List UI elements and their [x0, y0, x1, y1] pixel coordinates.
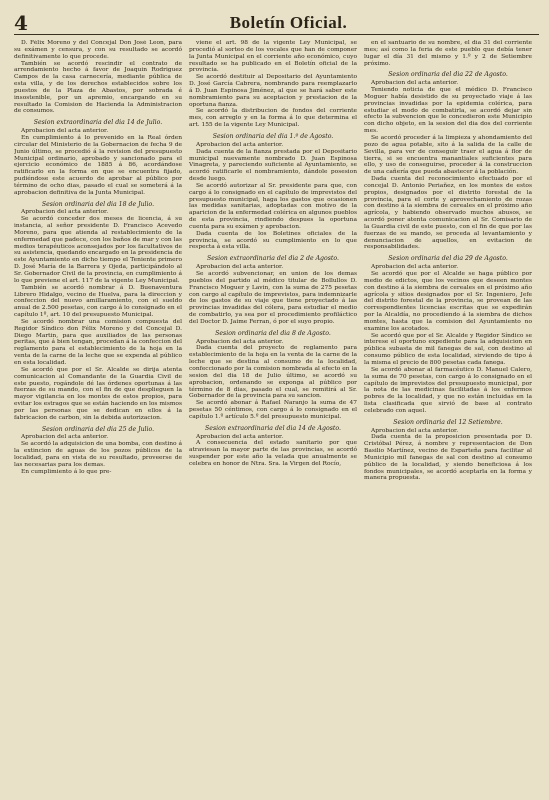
paragraph: D. Félix Moreno y del Concejal Don José Leon, para su exámen y censura, y con su resultado se acordó definitivamente lo que procede.	[14, 40, 182, 60]
page-header	[14, 8, 539, 35]
paragraph: Teniendo noticia de que el médico D. Francisco Moguer había desistido de su proyectado viaje á las provincias invadidas por la epidemia colérica, para estudiar el modo de combatirla, se acordó dejar sin efecto la subvencion que le concedieron este Municipio con dicho objeto, en la sesion del dia dos del corriente mes.	[364, 87, 532, 135]
paragraph: En cumplimiento á lo que pre-	[21, 468, 112, 475]
session-heading: Sesion ordinaria del dia 29 de Agosto.	[388, 255, 508, 263]
paragraph: Se acordó que por el Sr. Alcalde y Regidor Síndico se interese el oportuno expediente para la adquisicion en pública subasta de mil fanegas de sal, con destino al consumo público de esta localidad, sirviendo de tipo á la misma el precio de 800 pesetas cada fanega.	[364, 332, 532, 366]
paragraph: Se acordó que por el Sr. Alcalde se dirija atenta comunicacion al Comandante de la Guardia Civil de este puesto, rogándole dé las órdenes oportunas á las fuerzas de su mando, con el fin de que desplieguen la mayor vigilancia en los montes de estos propios, para evitar los estragos que se están haciendo en los mismos por las personas que se dedican en ellos á la fabricacion de carbon, sin la debida autorizacion.	[14, 366, 182, 421]
session-heading: Sesion ordinaria del dia 1.º de Agosto.	[212, 132, 334, 140]
session-heading: Sesion extraordinaria del dia 2 de Agosto.	[207, 255, 339, 263]
paragraph: Aprobacion del acta anterior.	[196, 433, 284, 440]
paragraph: Aprobacion del acta anterior.	[371, 264, 459, 271]
paragraph: Se acordó abonar á Rafael Naranjo la suma de 47 pesetas 50 céntimos, con cargo á lo consignado en el capítulo 1.º artículo 5.º del presupuesto municipal.	[189, 400, 357, 420]
paragraph: en el santuario de su nombre, el día 31 del corriente mes; así como la feria de este pueblo que debía tener lugar el día 31 del mismo y 1.º y 2 de Setiembre próximo.	[364, 40, 532, 67]
paragraph: También se acordó rescindir el contrato de arrendamiento hecho á favor de Joaquin Rodriguez Campos de la casa carnecería, mediante pública de esta villa, y de los derechos establecidos sobre los puestos de la Plaza de Abastos, por sobrada é insostenible, por un apremio, encargando en su resultado la Comision de Hacienda la Administracion de consumos.	[14, 60, 182, 115]
paragraph: Aprobacion del acta anterior.	[196, 338, 284, 345]
session-heading: Sesion ordinaria del dia 8 de Agosto.	[215, 329, 331, 337]
paragraph: Dada cuenta de la fianza prestada por el Depositario municipal nuevamente nombrado D. Juan Espinosa Vinagreta, y pareciendo suficiente al Ayuntamiento, se acordó ratificarle el nombramiento, dándole posesion desde luego.	[189, 148, 357, 183]
column-1	[14, 40, 182, 798]
paragraph: Aprobacion del acta anterior.	[371, 427, 459, 434]
paragraph: Se acordó nombrar una comision compuesta del Regidor Síndico don Félix Moreno y del Concejal D. Diego Martin, para que auxiliados de las personas peritas, que á bien tengan, procedan á la confeccion del reglamento para el establecimiento de la hoja en la venta de la carne de la leche que se expenda al público en esta localidad.	[14, 318, 182, 366]
paragraph: A consecuencia del estado sanitario por que atraviesan la mayor parte de las provincias, se acordó suspender por este año la velada que anualmente se celebra en honor de Ntra. Sra. la Virgen del Rocío,	[189, 440, 357, 467]
paragraph: Se acordó abonar al farmacéutico D. Manuel Calero, la suma de 70 pesetas, con cargo á lo consignado en el capítulo de imprevistos del presupuesto municipal, por la nota de las medicinas facilitadas á los enfermos pobres de la localidad, y que no están incluidas en la lista clasificada que sirvió de base al contrato celebrado con aquel.	[364, 366, 532, 414]
paragraph: Aprobacion del acta anterior.	[196, 264, 284, 271]
paragraph: También se acordó nombrar á D. Buenaventura Librero Hidalgo, vecino de Huelva, para la direccion y confeccion del nuevo amillaramiento, con el sueldo anual de 2.500 pesetas, con cargo á lo consignado en el capítulo 1º, art. 10 del presupuesto Municipal.	[14, 284, 182, 319]
paragraph: Se acordó proceder á la limpieza y ahondamiento del pozo de agua potable, sito á la salida de la calle de Sevilla, para ver de conseguir traer el agua á flor de tierra, si se encuentra manantiales suficientes para ello, y uso de conseguirse, proceder á la construccion de una cañería que pueda abastecer á la población.	[364, 134, 532, 176]
paragraph: En cumplimiento á lo prevenido en la Real órden circular del Ministerio de la Gobernacion de fecha 9 de Junio último, se procedió á la revision del presupuesto Municipal ordinario, aprobado y sancionado para el ejercicio económico de 1885 á 86, acordándose ratificarlo en la forma en que se encuentra fijado, pudiéndose este acuerdo de aprobar al público por término de ocho dias, pasado el cual se someterá á la aprobacion definitiva de la Junta Municipal.	[14, 134, 182, 196]
page-title: Boletín Oficial.	[229, 13, 348, 32]
paragraph: Se acordó que por el Alcalde se haga público por medio de edictos, que los vecinos que deseen montes con destino á la siembra de cereales en el próximo año agrícola y sitios designados por el Sr. Ingeniero, Jefe del distrito forestal de la provincia, se provean de las correspondientes licencias escritas que se expedirán por la Alcaldía, no procediendo á la siembra de dichos montes, hasta que la comision del Ayuntamiento no examine los acotados.	[364, 271, 532, 332]
session-heading: Sesion ordinaria del dia 18 de Julio.	[41, 200, 155, 208]
page-number: 4	[14, 11, 28, 35]
paragraph: Aprobacion del acta anterior.	[21, 434, 109, 441]
paragraph: Se acordó subvencionar, en union de los demas pueblos del partido al médico titular de Bollullos D. Francisco Moguer y Lavin, con la suma de 275 pesetas con cargo al capítulo de imprevistos, para indemnizarle de los gastos de su viaje que tiene proyectado á las provincias invadidas del cólera, para estudiar el medio de combatirlo, ya sea por el procedimiento profiláctico del Doctor D. Jaime Ferran, ó por el suyo propio.	[189, 271, 357, 325]
paragraph: Dada cuenta de los Boletines oficiales de la provincia, se acordó su cumplimiento en lo que respecta á esta villa.	[189, 230, 357, 251]
paragraph: Aprobacion del acta anterior.	[21, 128, 109, 135]
paragraph: Se acordó autorizar al Sr. presidente para que, con cargo á lo consignado en el capítulo de imprevistos del presupuesto municipal, haga los gastos que ocasionen las medidas sanitarias, adoptadas con motivo de la aparicion de la enfermedad colérica en algunos pueblos de esta provincia, rindiendo despues la oportuna cuenta para su exámen y aprobacion.	[189, 182, 357, 230]
paragraph: Dada cuenta del reconocimiento efectuado por el concejal D. Antonio Periañez, en los montes de estos propios, designados por el distrito forestal de la provincia, para el corte y aprovechamiento de rozas con destino á la siembra de cereales en el próximo año agrícola, y habiendo observado muchos abusos, se acordó poner atenta comunicacion al Sr. Comisario de la Guardia civil de este puesto, con el fin de que por las fuerzas de su mando, se proceda al levantamiento y denunciacion de aquellos, en evitacion de responsabilidades.	[364, 176, 532, 251]
column-2	[189, 40, 357, 798]
text-columns	[14, 40, 539, 798]
paragraph: Se acordó la distribucion de fondos del corriente mes, con arreglo y en la forma á lo que determina el art. 155 de la vigente Ley Municipal.	[189, 108, 357, 129]
session-heading: Sesion extraordinaria del dia 14 de Agosto.	[205, 424, 341, 432]
paragraph: Se acordó la adquisicion de una bomba, con destino á la extincion de aguas de los pozos públicos de la localidad, para en vista de su resultado, proveerse de las necesarias para los demas.	[14, 441, 182, 468]
paragraph: viene el art. 98 de la vigente Ley Municipal, se procedió al sorteo de los vocales que han de componer la Junta Municipal en el corriente año económico, cuyo resultado se ha publicado en el Boletín oficial de la provincia.	[189, 40, 357, 74]
paragraph: Aprobacion del acta anterior.	[196, 141, 284, 148]
session-heading: Sesion ordinaria del dia 25 de Julio.	[41, 425, 155, 433]
session-heading: Sesion ordinaria del dia 22 de Agosto.	[388, 71, 508, 79]
session-heading: Sesion ordinaria del 12 Setiembre.	[393, 418, 503, 426]
paragraph: Dada cuenta del proyecto de reglamento para establecimiento de la hoja en la venta de la carne de la leche que se destina al consumo de la localidad, confeccionado por la comision nombrada al efecto en la sesion del dia 18 de Julio último, se acordó su aprobacion, ordenando se exponga al público por término de 8 dias, pasado el cual, se remitirá al Sr. Gobernador de la provincia para su sancion.	[189, 345, 357, 400]
paragraph: Aprobacion del acta anterior.	[371, 80, 459, 87]
column-3	[364, 40, 532, 798]
paragraph: Se acordó conceder dos meses de licencia, á su instancia, al señor presidente D. Francisco Acevedo Moreno, para que atienda al restablecimiento de la enfermedad que padece, con los baños de mar y con las medios terapéuticos aconsejados por los facultativos de su asistencia, quedando encargado en la presidencia de este Ayuntamiento en dicho tiempo el Teniente primero D. José María de la Barrera y Ojeda, participándolo al Sr. Gobernador Civil de la provincia, en cumplimiento á lo que previene el art. 117 de la vigente Ley Municipal.	[14, 216, 182, 284]
paragraph: Dada cuenta de la proposicion presentada por D. Cristóbal Pérez, á nombre y representacion de Don Basilio Martínez, vecino de Esparteña para facilitar al Municipio mil fanegas de sal con destino al consumo público de la localidad, y siendo beneficiosa á los fondos municipales, se acordó aceptarla en la forma y manera propuesta.	[364, 434, 532, 482]
paragraph: Se acordó destituir al Depositario del Ayuntamiento D. José García Cabrera, nombrando para reemplazarlo á D. Juan Espinosa Jiménez, al que se hará saber este nombramiento para su aceptacion y prestacion de la oportuna fianza.	[189, 74, 357, 108]
paragraph: Aprobacion del acta anterior.	[21, 209, 109, 216]
session-heading: Sesion extraordinaria del dia 14 de Julio.	[33, 119, 163, 127]
